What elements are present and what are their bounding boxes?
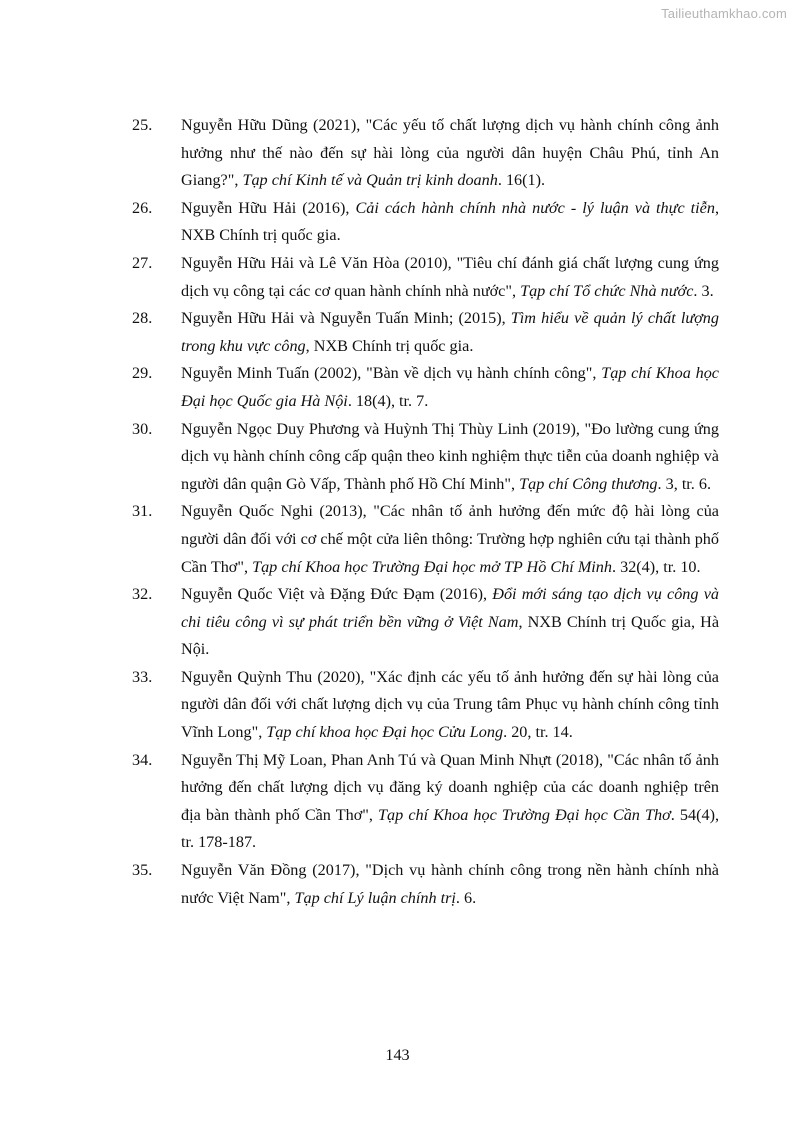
reference-text [181, 254, 719, 300]
reference-item [132, 250, 719, 305]
reference-number: 31. [132, 502, 153, 521]
page-number: 143 [385, 1046, 410, 1064]
reference-text [181, 585, 719, 658]
reference-text [181, 751, 719, 852]
reference-list [132, 112, 719, 912]
reference-text-run: Nguyễn Hữu Hải (2016), [181, 198, 356, 217]
reference-text-run: Nguyễn Hữu Hải và Lê Văn Hòa (2010), "Tiêu chí đánh giá chất lượng cung ứng dịch vụ công tại các cơ quan hành chính nhà nước", [181, 253, 719, 300]
reference-source-title: Tạp chí Khoa học Đại học Quốc gia Hà Nội [181, 364, 719, 410]
reference-text-run: Nguyễn Văn Đồng (2017), "Dịch vụ hành chính công trong nền hành chính nhà nước Việt Nam", [181, 861, 719, 907]
reference-item [132, 416, 719, 499]
reference-text-run: . 20, tr. 14. [503, 723, 573, 742]
reference-text-run: . 6. [455, 888, 477, 907]
reference-text [181, 116, 719, 189]
reference-text [181, 668, 719, 741]
reference-text-run: . 16(1). [497, 171, 546, 190]
reference-source-title: Tìm hiểu về quản lý chất lượng trong khu vực công [181, 309, 719, 355]
reference-source-title: Tạp chí Kinh tế và Quản trị kinh doanh [242, 171, 498, 190]
reference-text [181, 364, 719, 410]
reference-text-run: , NXB Chính trị quốc gia. [305, 336, 474, 355]
reference-text [181, 861, 719, 907]
reference-text-run: . 3. [693, 281, 714, 300]
reference-item [132, 360, 719, 415]
reference-text-run: , NXB Chính trị Quốc gia, Hà Nội. [181, 612, 719, 659]
reference-text-run: . 3, tr. 6. [657, 474, 712, 493]
reference-text-run: Nguyễn Hữu Dũng (2021), "Các yếu tố chất lượng dịch vụ hành chính công ảnh hưởng như thế nào đến sự hài lòng của người dân huyện Châu Phú, tỉnh An Giang?", [181, 116, 719, 190]
reference-number: 30. [132, 419, 153, 438]
reference-text [181, 420, 719, 493]
reference-source-title: Tạp chí Lý luận chính trị [294, 888, 456, 907]
reference-number: 26. [132, 198, 153, 217]
reference-text-run: Nguyễn Quốc Việt và Đặng Đức Đạm (2016), [181, 585, 493, 604]
reference-source-title: Tạp chí Khoa học Trường Đại học Cần Thơ [378, 805, 671, 824]
reference-text [181, 502, 719, 575]
reference-text [181, 309, 719, 355]
reference-number: 34. [132, 750, 153, 769]
reference-number: 33. [132, 667, 153, 686]
reference-source-title: Tạp chí khoa học Đại học Cửu Long [266, 723, 504, 742]
reference-source-title: Đổi mới sáng tạo dịch vụ công và chi tiêu công vì sự phát triển bền vững ở Việt Nam [181, 585, 719, 631]
reference-source-title: Tạp chí Khoa học Trường Đại học mở TP Hồ Chí Minh [252, 557, 612, 576]
reference-text-run: Nguyễn Thị Mỹ Loan, Phan Anh Tú và Quan Minh Nhựt (2018), "Các nhân tố ảnh hưởng đến chất lượng dịch vụ đăng ký doanh nghiệp của các doanh nghiệp trên địa bàn thành phố Cần Thơ", [181, 750, 719, 824]
reference-number: 32. [132, 585, 153, 604]
reference-item [132, 498, 719, 581]
reference-text-run: . 54(4), tr. 178-187. [181, 805, 720, 852]
reference-number: 27. [132, 253, 153, 272]
reference-text-run: . 32(4), tr. 10. [612, 557, 701, 576]
reference-item [132, 305, 719, 360]
reference-number: 29. [132, 364, 153, 383]
reference-item [132, 581, 719, 664]
reference-text-run: . 18(4), tr. 7. [347, 391, 429, 410]
reference-item [132, 664, 719, 747]
reference-item [132, 195, 719, 250]
reference-number: 25. [132, 116, 153, 134]
reference-source-title: Tạp chí Công thương [519, 474, 658, 493]
reference-item [132, 112, 719, 195]
reference-source-title: Tạp chí Tổ chức Nhà nước [520, 281, 694, 300]
reference-text [181, 199, 719, 245]
reference-text-run: Nguyễn Ngọc Duy Phương và Huỳnh Thị Thùy Linh (2019), "Đo lường cung ứng dịch vụ hành chính công cấp quận theo kinh nghiệm thực tiễn của doanh nghiệp và người dân quận Gò Vấp, Thành phố Hồ Chí Minh", [181, 419, 719, 493]
reference-text-run: , NXB Chính trị quốc gia. [181, 198, 719, 245]
reference-text-run: Nguyễn Minh Tuấn (2002), "Bàn về dịch vụ hành chính công", [181, 364, 602, 383]
reference-item [132, 857, 719, 912]
reference-source-title: Cải cách hành chính nhà nước - lý luận và thực tiễn [355, 198, 715, 217]
reference-number: 35. [132, 861, 153, 880]
watermark: Tailieuthamkhao.com [661, 6, 787, 21]
reference-text-run: Nguyễn Quỳnh Thu (2020), "Xác định các yếu tố ảnh hưởng đến sự hài lòng của người dân đối với chất lượng dịch vụ của Trung tâm Phục vụ hành chính công tỉnh Vĩnh Long", [181, 667, 719, 742]
reference-item [132, 747, 719, 857]
reference-text-run: Nguyễn Quốc Nghi (2013), "Các nhân tố ảnh hưởng đến mức độ hài lòng của người dân đối với cơ chế một cửa liên thông: Trường hợp nghiên cứu tại thành phố Cần Thơ", [181, 502, 719, 576]
reference-number: 28. [132, 309, 153, 328]
reference-text-run: Nguyễn Hữu Hải và Nguyễn Tuấn Minh; (2015), [181, 309, 511, 328]
